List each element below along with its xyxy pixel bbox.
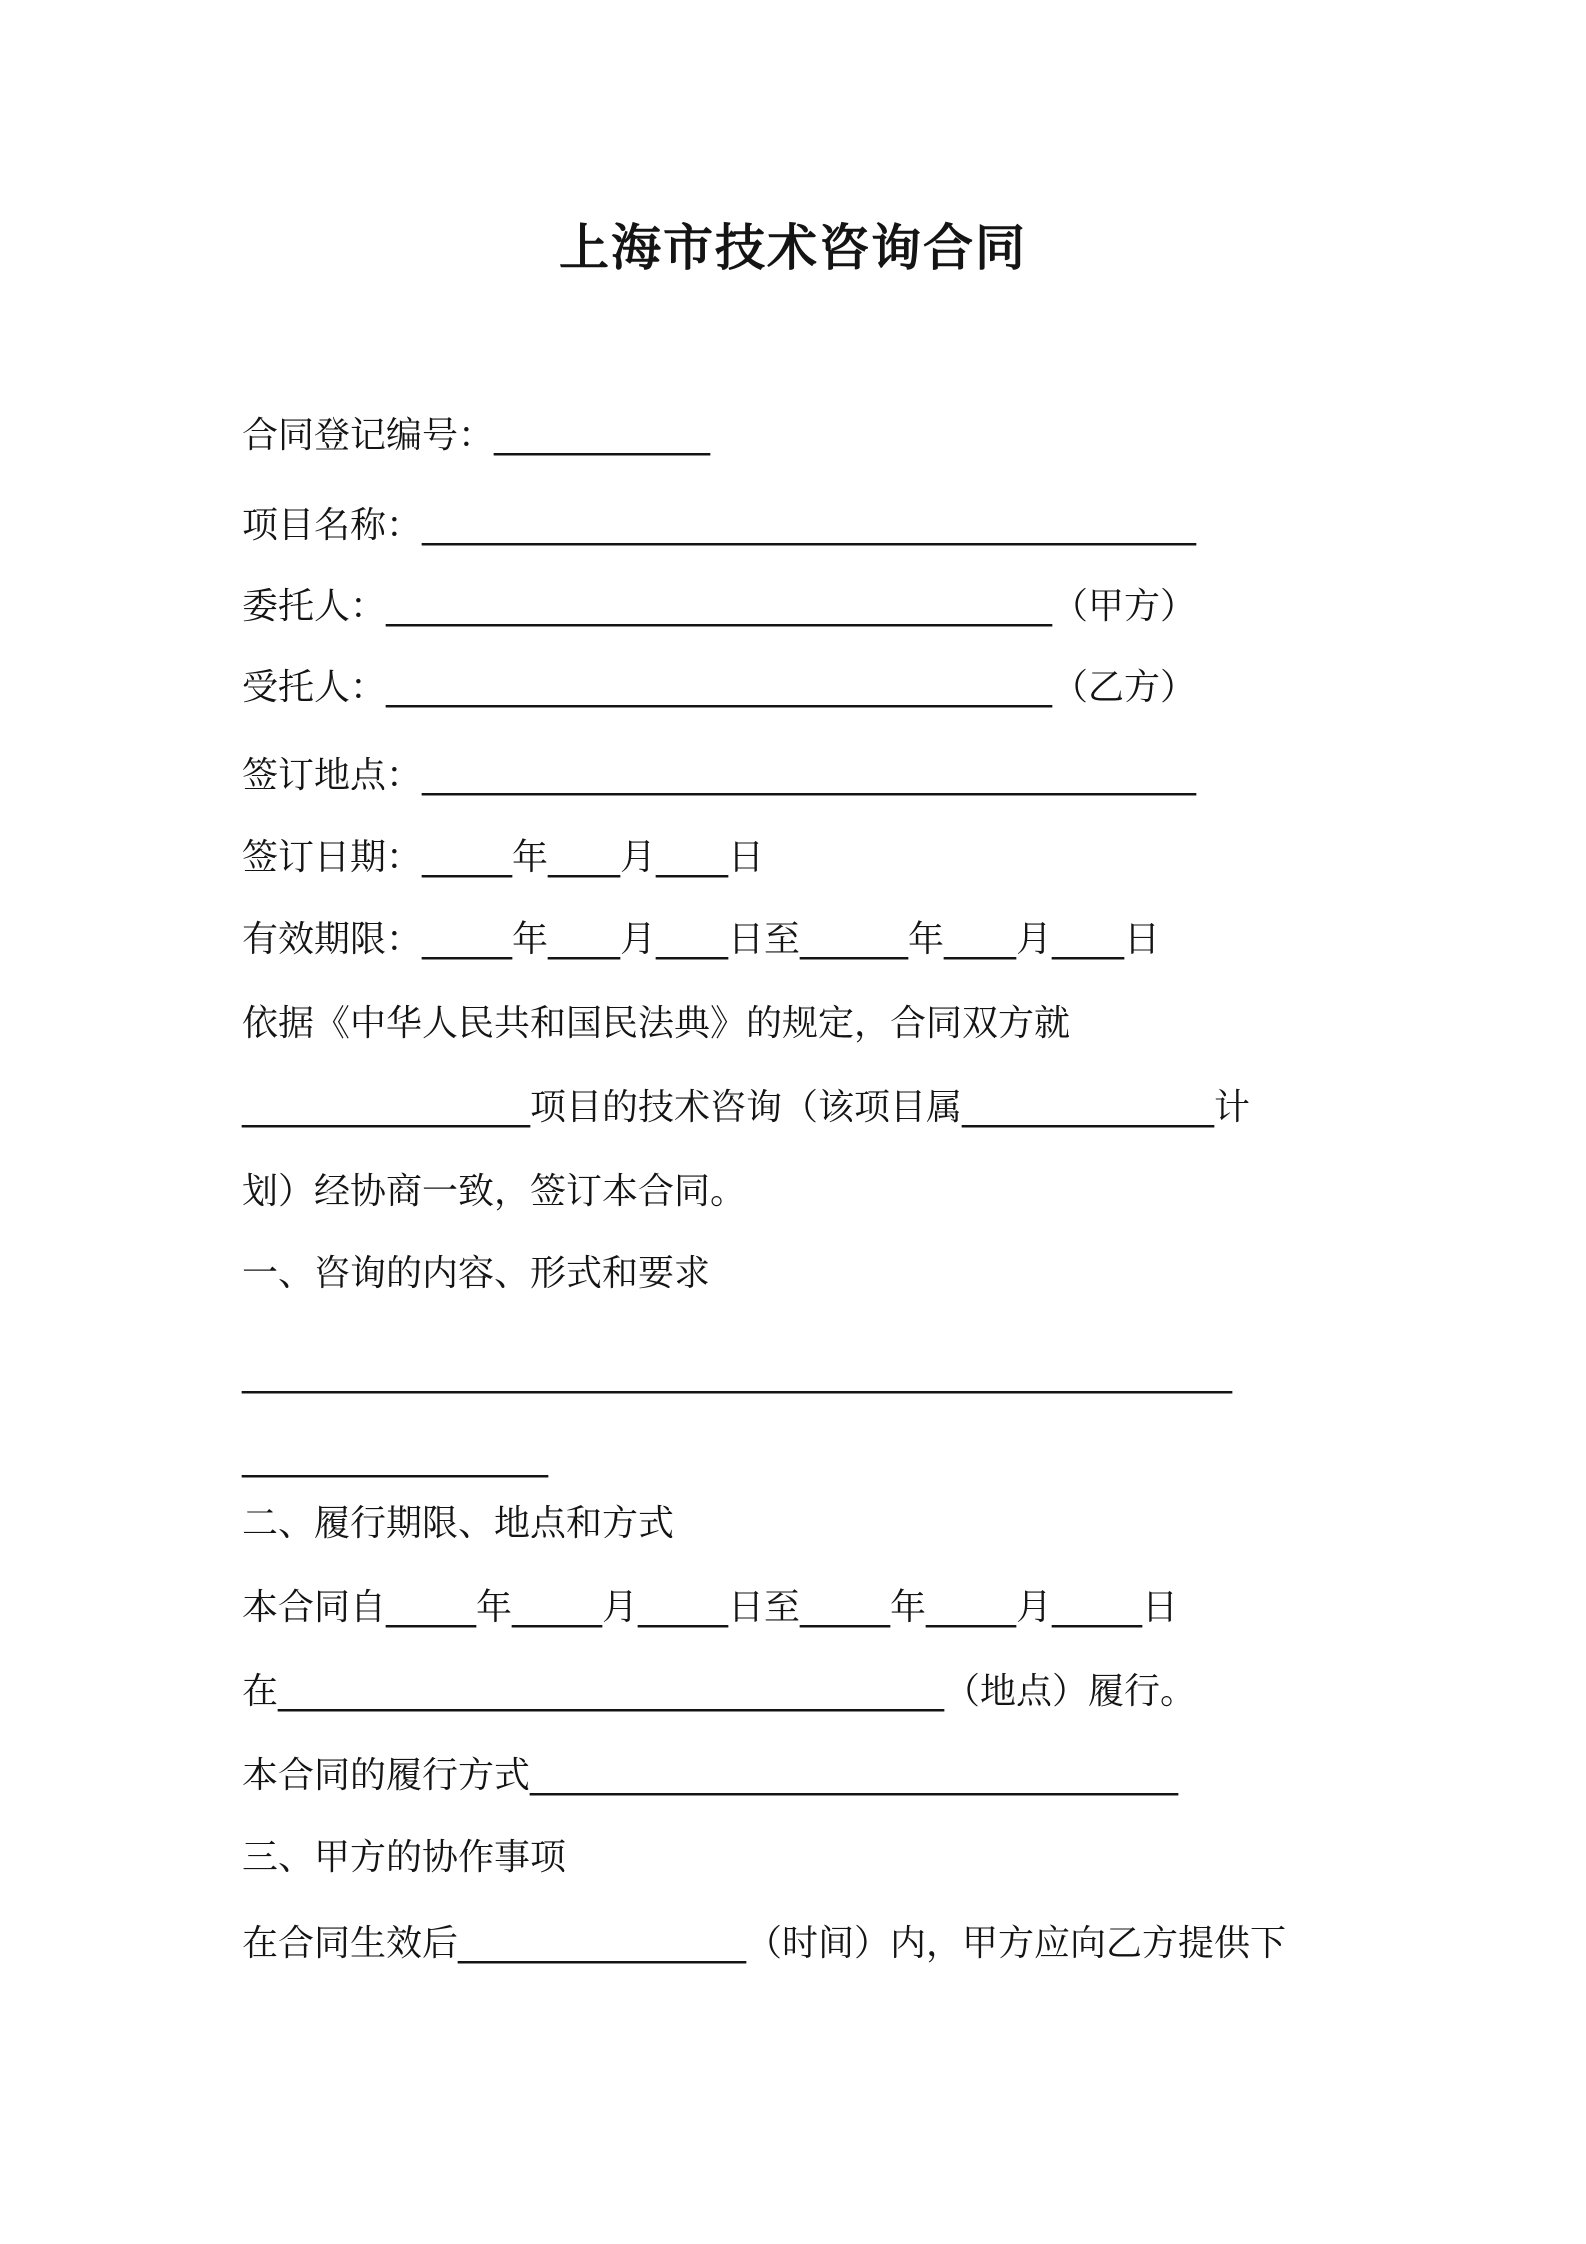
section-heading-3: 三、甲方的协作事项 <box>242 1837 567 1878</box>
preamble-line-2: ________________项目的技术咨询（该项目属______________计 <box>242 1087 1251 1128</box>
consulting-content-blank-1: _______________________________________________________ <box>242 1353 1232 1394</box>
signing-place-line: 签订地点：___________________________________________ <box>242 755 1197 796</box>
section-heading-2: 二、履行期限、地点和方式 <box>242 1503 675 1544</box>
preamble-line-1: 依据《中华人民共和国民法典》的规定，合同双方就 <box>242 1003 1071 1044</box>
validity-period-line: 有效期限：_____年____月____日至______年____月____日 <box>242 919 1161 960</box>
performance-period-line: 本合同自_____年_____月_____日至_____年_____月_____日 <box>242 1587 1179 1628</box>
document-title: 上海市技术咨询合同 <box>559 219 1027 277</box>
client-line: 委托人：_____________________________________（甲方） <box>242 586 1197 627</box>
consultant-line: 受托人：_____________________________________（乙方） <box>242 667 1197 708</box>
section-heading-1: 一、咨询的内容、形式和要求 <box>242 1253 711 1294</box>
cooperation-line-1: 在合同生效后________________（时间）内，甲方应向乙方提供下 <box>242 1923 1287 1964</box>
preamble-line-3: 划）经协商一致，签订本合同。 <box>242 1171 747 1212</box>
project-name-line: 项目名称：___________________________________________ <box>242 505 1197 546</box>
performance-method-line: 本合同的履行方式____________________________________ <box>242 1755 1179 1796</box>
consulting-content-blank-2: _________________ <box>242 1437 548 1478</box>
registration-number-line: 合同登记编号：____________ <box>242 415 711 456</box>
performance-place-line: 在_____________________________________（地点）履行。 <box>242 1671 1197 1712</box>
signing-date-line: 签订日期：_____年____月____日 <box>242 837 765 878</box>
